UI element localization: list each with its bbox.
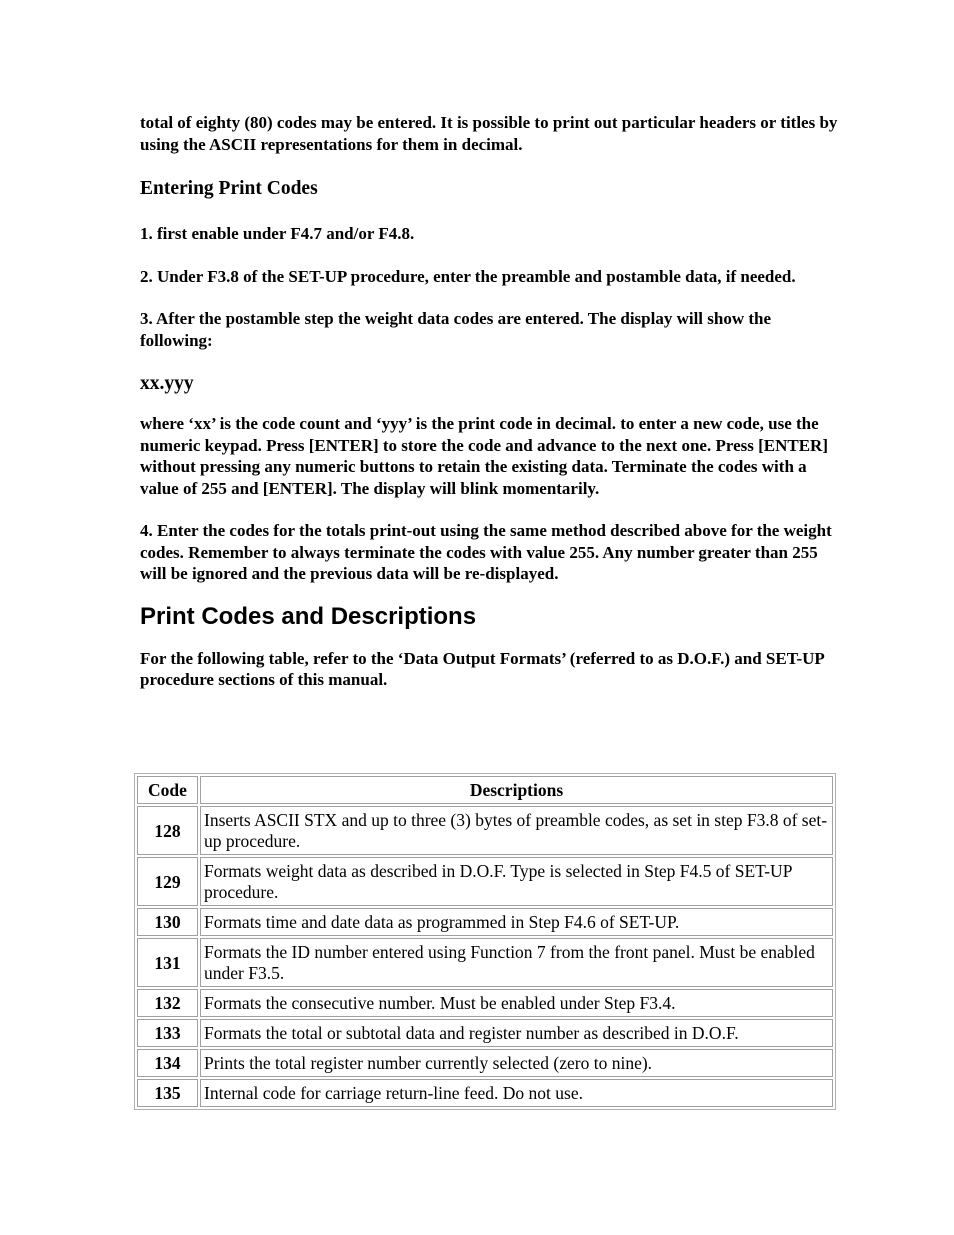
code-cell: 131 bbox=[137, 938, 198, 987]
code-cell: 133 bbox=[137, 1019, 198, 1047]
code-entry-paragraph: where ‘xx’ is the code count and ‘yyy’ is the print code in decimal. to enter a new code, use the numeric keypad. Press [ENTER] to store the code and advance to the next one. Press [ENTER] without pressing any numeric buttons to retain the existing data. Terminate the codes with a value of 255 and [ENTER]. The display will blink momentarily. bbox=[140, 414, 828, 498]
table-row bbox=[137, 908, 833, 936]
description-cell: Formats the ID number entered using Function 7 from the front panel. Must be enabled under F3.5. bbox=[200, 938, 833, 987]
step-2-paragraph: 2. Under F3.8 of the SET-UP procedure, enter the preamble and postamble data, if needed. bbox=[140, 266, 796, 286]
table-row bbox=[137, 1019, 833, 1047]
document-body bbox=[140, 112, 840, 691]
table-row bbox=[137, 938, 833, 987]
description-cell: Formats the consecutive number. Must be enabled under Step F3.4. bbox=[200, 989, 833, 1017]
step-1-paragraph: 1. first enable under F4.7 and/or F4.8. bbox=[140, 224, 415, 243]
code-cell: 128 bbox=[137, 806, 198, 855]
descriptions-column-header: Descriptions bbox=[200, 776, 833, 804]
print-codes-section-heading: Print Codes and Descriptions bbox=[140, 602, 477, 630]
description-cell: Formats the total or subtotal data and register number as described in D.O.F. bbox=[200, 1019, 833, 1047]
description-cell: Prints the total register number currently selected (zero to nine). bbox=[200, 1049, 833, 1077]
step-4-paragraph: 4. Enter the codes for the totals print-out using the same method described above for the weight codes. Remember to always terminate the codes with value 255. Any number greater than 255 will be ignored and the previous data will be re-displayed. bbox=[140, 521, 832, 583]
display-code-text: xx.yyy bbox=[140, 373, 194, 394]
table-row bbox=[137, 1079, 833, 1107]
table-row bbox=[137, 989, 833, 1017]
description-cell: Formats weight data as described in D.O.F. Type is selected in Step F4.5 of SET-UP procedure. bbox=[200, 857, 833, 906]
step-3-paragraph: 3. After the postamble step the weight data codes are entered. The display will show the following: bbox=[140, 309, 772, 350]
table-header-row bbox=[137, 776, 833, 804]
table-row bbox=[137, 1049, 833, 1077]
code-cell: 130 bbox=[137, 908, 198, 936]
intro-paragraph: total of eighty (80) codes may be entered. It is possible to print out particular headers or titles by using the ASCII representations for them in decimal. bbox=[140, 113, 838, 154]
description-cell: Formats time and date data as programmed in Step F4.6 of SET-UP. bbox=[200, 908, 833, 936]
entering-print-codes-heading: Entering Print Codes bbox=[140, 178, 318, 199]
table-row bbox=[137, 806, 833, 855]
print-codes-table bbox=[134, 773, 836, 1110]
description-cell: Inserts ASCII STX and up to three (3) bytes of preamble codes, as set in step F3.8 of set-up procedure. bbox=[200, 806, 833, 855]
code-cell: 132 bbox=[137, 989, 198, 1017]
table-row bbox=[137, 857, 833, 906]
table-intro-paragraph: For the following table, refer to the ‘Data Output Formats’ (referred to as D.O.F.) and SET-UP procedure sections of this manual. bbox=[140, 648, 824, 689]
code-cell: 135 bbox=[137, 1079, 198, 1107]
description-cell: Internal code for carriage return-line feed. Do not use. bbox=[200, 1079, 833, 1107]
code-cell: 129 bbox=[137, 857, 198, 906]
code-cell: 134 bbox=[137, 1049, 198, 1077]
code-column-header: Code bbox=[137, 776, 198, 804]
